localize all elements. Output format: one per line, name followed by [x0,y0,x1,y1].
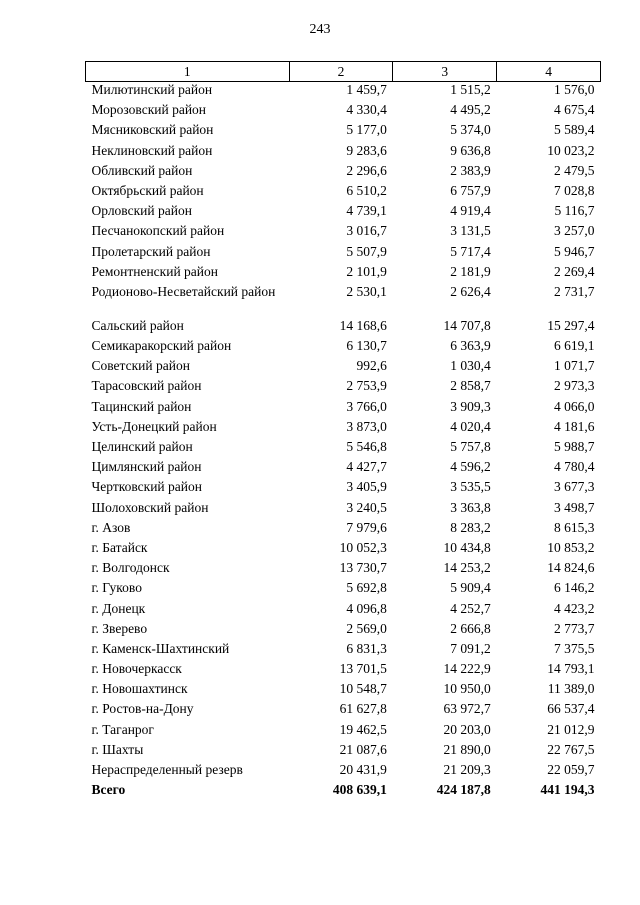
total-value: 408 639,1 [332,782,387,798]
row-label: Цимлянский район [91,459,202,475]
row-value: 5 909,4 [450,580,491,596]
row-label: г. Каменск-Шахтинский [91,640,230,656]
total-row [86,782,601,802]
row-label: Морозовский район [91,102,207,118]
row-label: Ремонтненский район [91,263,218,279]
row-value: 4 252,7 [450,600,491,616]
row-value: 22 767,5 [547,741,595,757]
row-value: 10 853,2 [547,539,595,555]
row-value: 2 973,3 [554,378,595,394]
row-label: г. Гуково [91,580,142,596]
table-header-row [86,62,601,82]
table-row [86,459,601,479]
row-value: 19 462,5 [339,721,387,737]
row-value: 2 731,7 [554,283,595,299]
row-value: 2 101,9 [346,263,387,279]
row-value: 3 909,3 [450,398,491,414]
table-row [86,399,601,419]
row-label: г. Волгодонск [91,560,170,576]
row-label: Сальский район [91,317,184,333]
total-value: 441 194,3 [540,782,595,798]
row-value: 5 988,7 [554,439,595,454]
row-value: 2 666,8 [450,620,491,636]
row-value: 2 858,7 [450,378,491,394]
row-value: 61 627,8 [339,701,387,717]
row-value: 2 269,4 [554,263,595,279]
row-value: 14 707,8 [443,317,491,333]
row-value: 1 459,7 [346,82,387,97]
row-value: 2 530,1 [346,283,387,299]
row-value: 3 131,5 [450,223,491,239]
row-value: 5 177,0 [346,122,387,138]
row-label: г. Азов [91,519,131,535]
row-value: 2 479,5 [554,162,595,178]
row-value: 2 296,6 [346,162,387,178]
row-label: Усть-Донецкий район [91,418,217,434]
row-value: 4 427,7 [346,459,387,475]
row-value: 13 701,5 [339,661,387,677]
row-value: 4 495,2 [450,102,491,118]
table-row [86,378,601,398]
row-label: Пролетарский район [91,243,211,259]
table-row [86,641,601,661]
row-value: 15 297,4 [547,317,595,333]
table-row [86,540,601,560]
row-label: Мясниковский район [91,122,214,138]
row-value: 2 569,0 [346,620,387,636]
page-number: 243 [309,22,331,37]
row-value: 1 576,0 [554,82,595,97]
row-value: 5 946,7 [554,243,595,259]
row-label: Чертковский район [91,479,202,495]
table-row [86,264,601,284]
row-value: 3 016,7 [346,223,387,239]
row-value: 4 919,4 [450,203,491,219]
table-row [86,742,601,762]
column-header: 3 [393,62,497,82]
row-value: 3 257,0 [554,223,595,239]
row-label: г. Батайск [91,539,148,555]
table-row [86,520,601,540]
row-value: 4 066,0 [554,398,595,414]
table-row [86,183,601,203]
row-value: 10 548,7 [339,681,387,697]
row-value: 4 423,2 [554,600,595,616]
table-row [86,284,601,318]
row-label: Шолоховский район [91,499,209,515]
row-value: 5 757,8 [450,439,491,454]
row-value: 1 071,7 [554,358,595,374]
row-value: 7 028,8 [554,182,595,198]
table-row [86,143,601,163]
table-row [86,762,601,782]
column-header: 4 [497,62,601,82]
table-row [86,661,601,681]
row-value: 2 383,9 [450,162,491,178]
row-label: Тарасовский район [91,378,202,394]
row-label: Родионово-Несветайский район [91,283,276,299]
row-value: 66 537,4 [547,701,595,717]
row-value: 5 116,7 [554,203,595,219]
total-value: 424 187,8 [436,782,491,798]
row-label: Песчанокопский район [91,223,225,239]
table-row [86,681,601,701]
row-value: 9 283,6 [346,142,387,158]
row-value: 21 087,6 [339,741,387,757]
table-row [86,560,601,580]
row-value: 10 434,8 [443,539,491,555]
row-value: 14 168,6 [339,317,387,333]
row-label: Милютинский район [91,82,213,97]
row-value: 1 515,2 [450,82,491,97]
row-value: 21 012,9 [547,721,595,737]
row-value: 10 023,2 [547,142,595,158]
table-body [86,82,601,803]
row-label: Обливский район [91,162,193,178]
table-row [86,102,601,122]
table-row [86,203,601,223]
row-value: 10 950,0 [443,681,491,697]
row-value: 5 374,0 [450,122,491,138]
table-row [86,122,601,142]
row-value: 4 330,4 [346,102,387,118]
row-value: 6 146,2 [554,580,595,596]
row-value: 63 972,7 [443,701,491,717]
row-value: 6 510,2 [346,182,387,198]
row-label: Целинский район [91,439,193,454]
row-value: 5 589,4 [554,122,595,138]
row-value: 8 615,3 [554,519,595,535]
table-row [86,223,601,243]
row-value: 11 389,0 [547,681,595,697]
row-label: Семикаракорский район [91,338,232,354]
row-value: 3 873,0 [346,418,387,434]
row-value: 14 222,9 [443,661,491,677]
row-value: 13 730,7 [339,560,387,576]
row-value: 20 431,9 [339,762,387,777]
row-label: г. Новочеркасск [91,661,182,677]
row-value: 21 209,3 [443,762,491,777]
table-row [86,500,601,520]
column-header: 1 [86,62,290,82]
row-value: 4 780,4 [554,459,595,475]
table-row [86,701,601,721]
row-value: 4 596,2 [450,459,491,475]
row-value: 4 181,6 [554,418,595,434]
row-value: 6 619,1 [554,338,595,354]
row-value: 3 535,5 [450,479,491,495]
row-value: 14 253,2 [443,560,491,576]
row-value: 6 757,9 [450,182,491,198]
table-row [86,479,601,499]
allocation-table [85,61,601,802]
table-row [86,338,601,358]
row-value: 21 890,0 [443,741,491,757]
row-value: 3 240,5 [346,499,387,515]
row-value: 4 675,4 [554,102,595,118]
row-value: 1 030,4 [450,358,491,374]
total-label: Всего [91,782,126,798]
row-value: 7 979,6 [346,519,387,535]
row-value: 2 181,9 [450,263,491,279]
row-value: 6 831,3 [346,640,387,656]
row-value: 5 692,8 [346,580,387,596]
table-row [86,318,601,338]
row-value: 14 824,6 [547,560,595,576]
row-value: 2 753,9 [346,378,387,394]
table-row [86,601,601,621]
row-value: 6 130,7 [346,338,387,354]
row-value: 20 203,0 [443,721,491,737]
row-value: 3 677,3 [554,479,595,495]
row-label: г. Ростов-на-Дону [91,701,194,717]
row-value: 3 498,7 [554,499,595,515]
table-row [86,621,601,641]
row-value: 4 096,8 [346,600,387,616]
table-row [86,580,601,600]
row-label: г. Новошахтинск [91,681,188,697]
row-value: 10 052,3 [339,539,387,555]
table-row [86,439,601,459]
table-row [86,244,601,264]
row-label: Неклиновский район [91,142,213,158]
row-value: 5 507,9 [346,243,387,259]
column-header: 2 [289,62,393,82]
row-value: 4 739,1 [346,203,387,219]
row-label: Тацинский район [91,398,192,414]
row-label: Орловский район [91,203,192,219]
table-row [86,358,601,378]
table-row [86,163,601,183]
row-label: г. Донецк [91,600,146,616]
row-label: г. Зверево [91,620,148,636]
row-value: 7 091,2 [450,640,491,656]
table-row [86,419,601,439]
row-value: 3 363,8 [450,499,491,515]
row-label: г. Таганрог [91,721,154,737]
table-row [86,82,601,103]
row-value: 9 636,8 [450,142,491,158]
row-value: 14 793,1 [547,661,595,677]
row-value: 5 546,8 [346,439,387,454]
row-label: Нераспределенный резерв [91,762,243,777]
row-value: 22 059,7 [547,762,595,777]
row-value: 8 283,2 [450,519,491,535]
row-label: Октябрьский район [91,182,204,198]
row-value: 4 020,4 [450,418,491,434]
row-label: г. Шахты [91,741,144,757]
row-value: 5 717,4 [450,243,491,259]
row-value: 6 363,9 [450,338,491,354]
row-value: 2 626,4 [450,283,491,299]
row-value: 992,6 [356,358,387,374]
row-value: 3 405,9 [346,479,387,495]
row-value: 3 766,0 [346,398,387,414]
row-value: 2 773,7 [554,620,595,636]
table-row [86,722,601,742]
row-value: 7 375,5 [554,640,595,656]
row-label: Советский район [91,358,190,374]
